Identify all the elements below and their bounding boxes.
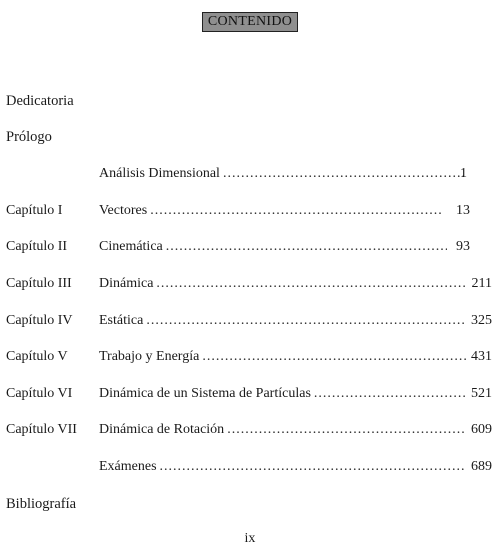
toc-chapter: Capítulo IV [6,313,73,328]
back-matter-bibliografia: Bibliografía [6,496,77,512]
toc-page: 521 [471,386,492,401]
toc-leader-dots [202,348,466,366]
toc-topic: Dinámica de un Sistema de Partículas [99,386,311,401]
toc-page: 431 [471,349,492,364]
toc-leader-dots [223,165,464,183]
toc-row [0,312,500,330]
toc-row [0,238,500,256]
toc-leader-dots [227,421,466,439]
toc-topic: Análisis Dimensional [99,166,220,181]
toc-page: 13 [456,203,470,218]
contents-heading-box [202,12,298,32]
toc-chapter: Capítulo VI [6,386,73,401]
toc-chapter: Capítulo V [6,349,68,364]
toc-topic: Cinemática [99,239,163,254]
toc-leader-dots [314,385,466,403]
toc-row [0,385,500,403]
toc-topic: Exámenes [99,459,157,474]
toc-row [0,458,500,476]
toc-row [0,421,500,439]
toc-leader-dots [150,202,442,220]
toc-topic: Dinámica [99,276,154,291]
toc-row [0,348,500,366]
toc-leader-dots [160,458,466,476]
toc-topic: Dinámica de Rotación [99,422,225,437]
toc-leader-dots [156,275,466,293]
page-number: ix [244,531,256,546]
toc-chapter: Capítulo I [6,203,63,218]
toc-row [0,275,500,293]
toc-row [0,202,500,220]
toc-row [0,165,500,183]
toc-page: 1 [460,166,467,181]
toc-leader-dots [166,238,447,256]
contents-heading: CONTENIDO [207,14,293,29]
toc-chapter: Capítulo II [6,239,68,254]
toc-page: 325 [471,313,492,328]
toc-page: 689 [471,459,492,474]
front-matter-dedicatoria: Dedicatoria [6,93,74,109]
toc-page: 609 [471,422,492,437]
toc-topic: Vectores [99,203,148,218]
toc-topic: Estática [99,313,144,328]
toc-page: 211 [471,276,492,291]
toc-leader-dots [146,312,466,330]
front-matter-prologo: Prólogo [6,129,52,145]
toc-chapter: Capítulo III [6,276,72,291]
toc-topic: Trabajo y Energía [99,349,200,364]
toc-page: 93 [456,239,470,254]
toc-chapter: Capítulo VII [6,422,77,437]
